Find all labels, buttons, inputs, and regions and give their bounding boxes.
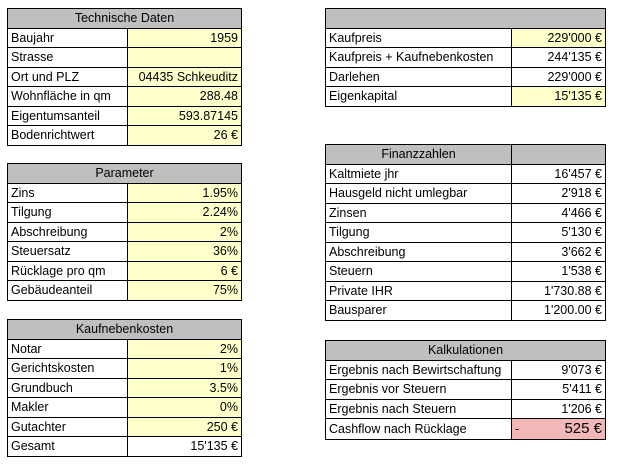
- kaufpreis-value[interactable]: 229'000 €: [511, 28, 606, 49]
- kaltmiete-label: Kaltmiete jhr: [325, 164, 512, 185]
- abschreibung-betrag-value: 3'662 €: [511, 242, 606, 263]
- abschreibung-betrag-label: Abschreibung: [325, 242, 512, 263]
- ergebnis-bewirtschaftung-value: 9'073 €: [511, 360, 606, 381]
- finanzzahlen-header-blank: [511, 144, 606, 165]
- zinsen-label: Zinsen: [325, 203, 512, 224]
- zins-value[interactable]: 1.95%: [127, 183, 242, 204]
- darlehen-label: Darlehen: [325, 67, 512, 88]
- notar-label: Notar: [7, 339, 128, 360]
- grundbuch-value[interactable]: 3.5%: [127, 378, 242, 399]
- cashflow-value: 525 €: [564, 420, 602, 437]
- tilgung-betrag-label: Tilgung: [325, 222, 512, 243]
- kaufpreis-label: Kaufpreis: [325, 28, 512, 49]
- wohnflaeche-value[interactable]: 288.48: [127, 86, 242, 107]
- baujahr-value[interactable]: 1959: [127, 28, 242, 49]
- finanzzahlen-title: Finanzzahlen: [325, 144, 512, 165]
- gesamt-value: 15'135 €: [127, 436, 242, 457]
- private-ihr-label: Private IHR: [325, 281, 512, 302]
- kalkulationen-table: [326, 341, 606, 440]
- ergebnis-nach-steuern-value: 1'206 €: [511, 399, 606, 420]
- makler-label: Makler: [7, 397, 128, 418]
- cashflow-sign: -: [515, 422, 520, 436]
- ergebnis-nach-steuern-label: Ergebnis nach Steuern: [325, 399, 512, 420]
- gerichtskosten-value[interactable]: 1%: [127, 358, 242, 379]
- kalkulationen-title: Kalkulationen: [325, 340, 606, 361]
- private-ihr-value: 1'730.88 €: [511, 281, 606, 302]
- hausgeld-label: Hausgeld nicht umlegbar: [325, 183, 512, 204]
- bodenrichtwert-value[interactable]: 26 €: [127, 125, 242, 146]
- ort-plz-label: Ort und PLZ: [7, 67, 128, 88]
- bausparer-value: 1'200.00 €: [511, 300, 606, 321]
- grundbuch-label: Grundbuch: [7, 378, 128, 399]
- bausparer-label: Bausparer: [325, 300, 512, 321]
- ergebnis-vor-steuern-label: Ergebnis vor Steuern: [325, 379, 512, 400]
- eigenkapital-value[interactable]: 15'135 €: [511, 86, 606, 107]
- cashflow-label: Cashflow nach Rücklage: [325, 418, 512, 440]
- zinsen-value: 4'466 €: [511, 203, 606, 224]
- kaufnebenkosten-table: [8, 320, 242, 457]
- gebaeudeanteil-label: Gebäudeanteil: [7, 280, 128, 301]
- kauf-header: [325, 8, 606, 29]
- bodenrichtwert-label: Bodenrichtwert: [7, 125, 128, 146]
- kaufpreis-nk-label: Kaufpreis + Kaufnebenkosten: [325, 47, 512, 68]
- hausgeld-value: 2'918 €: [511, 183, 606, 204]
- tilgung-value[interactable]: 2.24%: [127, 202, 242, 223]
- gutachter-label: Gutachter: [7, 417, 128, 438]
- kaufnebenkosten-title: Kaufnebenkosten: [7, 319, 242, 340]
- kaufpreis-nk-value: 244'135 €: [511, 47, 606, 68]
- makler-value[interactable]: 0%: [127, 397, 242, 418]
- technische-daten-title: Technische Daten: [7, 8, 242, 29]
- darlehen-value: 229'000 €: [511, 67, 606, 88]
- ruecklage-value[interactable]: 6 €: [127, 261, 242, 282]
- strasse-label: Strasse: [7, 47, 128, 68]
- steuersatz-value[interactable]: 36%: [127, 241, 242, 262]
- eigenkapital-label: Eigenkapital: [325, 86, 512, 107]
- cashflow-value-cell: [511, 418, 606, 440]
- eigentumsanteil-value[interactable]: 593.87145: [127, 106, 242, 127]
- kaltmiete-value: 16'457 €: [511, 164, 606, 185]
- ruecklage-label: Rücklage pro qm: [7, 261, 128, 282]
- strasse-value[interactable]: [127, 47, 242, 68]
- tilgung-label: Tilgung: [7, 202, 128, 223]
- gesamt-label: Gesamt: [7, 436, 128, 457]
- technische-daten-table: [8, 9, 242, 146]
- steuersatz-label: Steuersatz: [7, 241, 128, 262]
- abschreibung-value[interactable]: 2%: [127, 222, 242, 243]
- ergebnis-bewirtschaftung-label: Ergebnis nach Bewirtschaftung: [325, 360, 512, 381]
- finanzzahlen-table: [326, 145, 606, 321]
- wohnflaeche-label: Wohnfläche in qm: [7, 86, 128, 107]
- zins-label: Zins: [7, 183, 128, 204]
- gebaeudeanteil-value[interactable]: 75%: [127, 280, 242, 301]
- ergebnis-vor-steuern-value: 5'411 €: [511, 379, 606, 400]
- steuern-label: Steuern: [325, 261, 512, 282]
- steuern-value: 1'538 €: [511, 261, 606, 282]
- notar-value[interactable]: 2%: [127, 339, 242, 360]
- baujahr-label: Baujahr: [7, 28, 128, 49]
- tilgung-betrag-value: 5'130 €: [511, 222, 606, 243]
- kauf-table: [326, 9, 606, 107]
- gerichtskosten-label: Gerichtskosten: [7, 358, 128, 379]
- parameter-table: [8, 164, 242, 301]
- parameter-title: Parameter: [7, 163, 242, 184]
- ort-plz-value[interactable]: 04435 Schkeuditz: [127, 67, 242, 88]
- eigentumsanteil-label: Eigentumsanteil: [7, 106, 128, 127]
- gutachter-value[interactable]: 250 €: [127, 417, 242, 438]
- abschreibung-label: Abschreibung: [7, 222, 128, 243]
